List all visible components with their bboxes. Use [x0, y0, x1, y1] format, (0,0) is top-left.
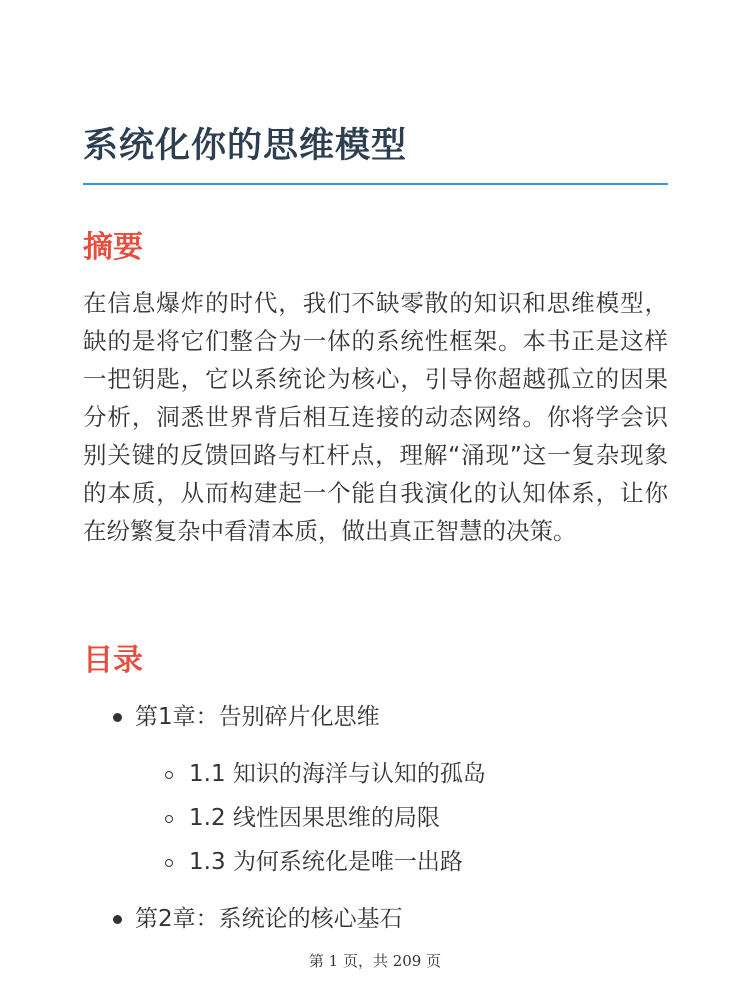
- title-divider: [83, 183, 668, 185]
- book-title: 系统化你的思维模型: [83, 126, 408, 166]
- toc-section-1-2-label: 1.2 线性因果思维的局限: [189, 805, 440, 831]
- toc-chapter-2-label: 第2章：系统论的核心基石: [135, 906, 403, 932]
- toc-heading: 目录: [83, 643, 143, 678]
- bullet-circle-icon: [165, 815, 173, 823]
- abstract-heading: 摘要: [83, 230, 143, 265]
- toc-section-1-3-label: 1.3 为何系统化是唯一出路: [189, 849, 463, 875]
- bullet-disc-icon: [113, 915, 122, 924]
- toc-chapter-1-label: 第1章：告别碎片化思维: [135, 704, 380, 730]
- bullet-circle-icon: [165, 859, 173, 867]
- page-number-footer: 第 1 页，共 209 页: [308, 952, 442, 970]
- bullet-disc-icon: [113, 713, 122, 722]
- abstract-paragraph: 在信息爆炸的时代，我们不缺零散的知识和思维模型，缺的是将它们整合为一体的系统性框架。本书正是这样一把钥匙，它以系统论为核心，引导你超越孤立的因果分析，洞悉世界背后相互连接的动态网络。你将学会识别关键的反馈回路与杠杆点，理解“涌现”这一复杂现象的本质，从而构建起一个能自我演化的认知体系，让你在纷繁复杂中看清本质，做出真正智慧的决策。: [83, 289, 668, 545]
- bullet-circle-icon: [165, 771, 173, 779]
- toc-section-1-1-label: 1.1 知识的海洋与认知的孤岛: [189, 761, 486, 787]
